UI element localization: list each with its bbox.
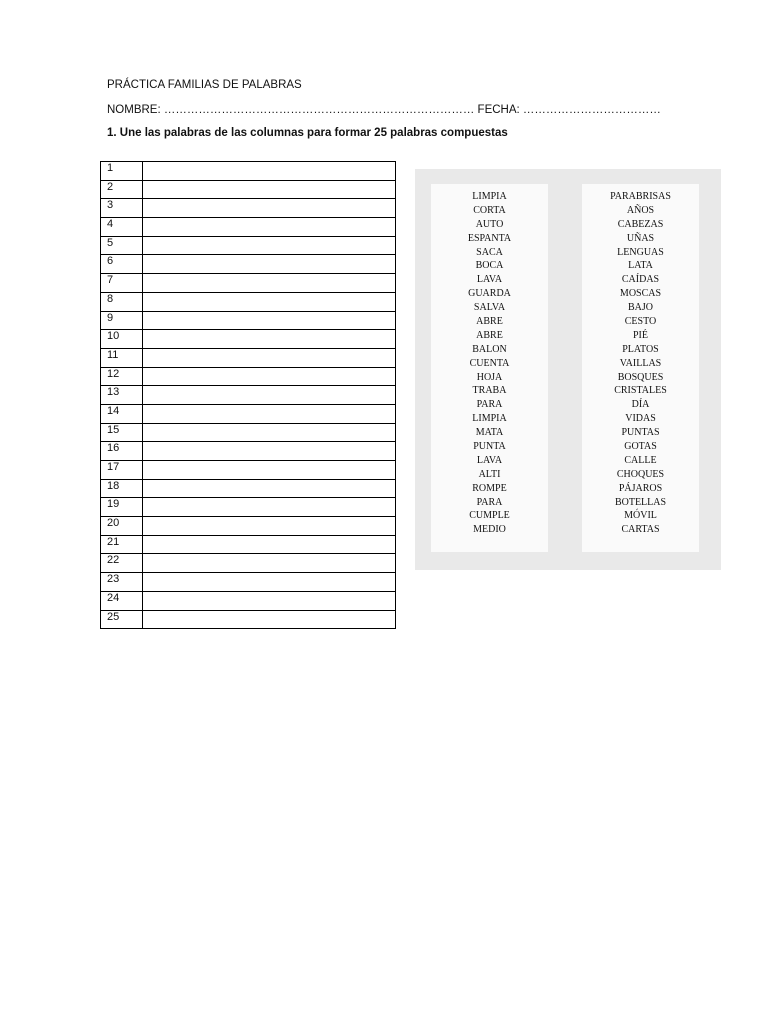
- answer-row: [101, 423, 396, 442]
- word-item: CHOQUES: [616, 468, 665, 480]
- page-title: PRÁCTICA FAMILIAS DE PALABRAS: [107, 79, 302, 91]
- row-number: 4: [101, 218, 143, 237]
- word-item: LAVA: [476, 454, 503, 466]
- word-image-panel: [415, 169, 721, 570]
- answer-row: [101, 479, 396, 498]
- word-item: LATA: [628, 260, 653, 272]
- row-number: 24: [101, 591, 143, 610]
- answer-row: [101, 199, 396, 218]
- answer-row: [101, 386, 396, 405]
- row-number: 20: [101, 517, 143, 536]
- word-item: DÍA: [631, 399, 650, 411]
- word-item: BAJO: [627, 302, 653, 314]
- answer-row: [101, 573, 396, 592]
- word-item: CALLE: [624, 454, 657, 466]
- row-number: 16: [101, 442, 143, 461]
- answer-row: [101, 292, 396, 311]
- word-item: PUNTA: [473, 441, 506, 453]
- answer-blank[interactable]: [143, 311, 396, 330]
- row-number: 14: [101, 404, 143, 423]
- row-number: 21: [101, 535, 143, 554]
- answer-blank[interactable]: [143, 292, 396, 311]
- word-item: PARABRISAS: [610, 191, 671, 202]
- answer-blank[interactable]: [143, 554, 396, 573]
- word-item: BOCA: [475, 260, 504, 272]
- answer-blank[interactable]: [143, 180, 396, 199]
- word-item: HOJA: [476, 371, 503, 383]
- word-item: MEDIO: [473, 524, 506, 536]
- answer-row: [101, 348, 396, 367]
- word-item: UÑAS: [626, 232, 655, 244]
- row-number: 3: [101, 199, 143, 218]
- answer-row: [101, 236, 396, 255]
- word-item: CRISTALES: [614, 385, 667, 397]
- word-item: SALVA: [473, 302, 506, 314]
- word-item: CUENTA: [469, 357, 510, 369]
- answer-row: [101, 311, 396, 330]
- word-item: LIMPIA: [472, 191, 507, 202]
- word-item: ALTI: [478, 468, 501, 480]
- answer-blank[interactable]: [143, 404, 396, 423]
- answer-row: [101, 162, 396, 181]
- left-word-column: [431, 184, 548, 552]
- answer-blank[interactable]: [143, 274, 396, 293]
- word-item: VIDAS: [625, 413, 656, 425]
- answer-blank[interactable]: [143, 517, 396, 536]
- word-item: AÑOS: [626, 204, 655, 216]
- row-number: 11: [101, 348, 143, 367]
- answer-blank[interactable]: [143, 591, 396, 610]
- answer-row: [101, 610, 396, 629]
- answer-row: [101, 180, 396, 199]
- answer-blank[interactable]: [143, 255, 396, 274]
- answer-row: [101, 554, 396, 573]
- name-date-line: NOMBRE: ……………………………………………………………………… FECHA: ………………………………: [107, 104, 661, 116]
- row-number: 1: [101, 162, 143, 181]
- answer-blank[interactable]: [143, 236, 396, 255]
- word-item: PARA: [476, 399, 503, 411]
- row-number: 12: [101, 367, 143, 386]
- word-item: SACA: [476, 246, 503, 258]
- row-number: 19: [101, 498, 143, 517]
- word-item: PARA: [476, 496, 503, 508]
- answer-blank[interactable]: [143, 199, 396, 218]
- word-item: AUTO: [475, 218, 504, 230]
- answer-blank[interactable]: [143, 367, 396, 386]
- word-item: MATA: [475, 427, 504, 439]
- word-item: PIÉ: [633, 329, 648, 341]
- word-item: ABRE: [476, 329, 503, 341]
- word-item: LAVA: [476, 274, 503, 286]
- answer-row: [101, 274, 396, 293]
- answer-blank[interactable]: [143, 162, 396, 181]
- row-number: 17: [101, 461, 143, 480]
- row-number: 5: [101, 236, 143, 255]
- answer-row: [101, 442, 396, 461]
- answer-row: [101, 498, 396, 517]
- word-item: CAÍDAS: [621, 274, 660, 286]
- word-item: ROMPE: [472, 482, 507, 494]
- word-item: GOTAS: [624, 441, 657, 453]
- word-item: CORTA: [473, 204, 506, 216]
- word-item: PLATOS: [622, 343, 659, 355]
- answer-table: [100, 161, 396, 629]
- answer-row: [101, 535, 396, 554]
- row-number: 18: [101, 479, 143, 498]
- word-item: LENGUAS: [617, 246, 664, 258]
- word-item: ABRE: [476, 316, 503, 328]
- word-item: BOSQUES: [617, 371, 664, 383]
- answer-blank[interactable]: [143, 330, 396, 349]
- word-item: ESPANTA: [467, 232, 512, 244]
- instruction: 1. Une las palabras de las columnas para formar 25 palabras compuestas: [107, 127, 508, 139]
- row-number: 22: [101, 554, 143, 573]
- row-number: 10: [101, 330, 143, 349]
- answer-row: [101, 255, 396, 274]
- answer-blank[interactable]: [143, 610, 396, 629]
- answer-row: [101, 461, 396, 480]
- right-word-column: [582, 184, 699, 552]
- word-item: GUARDA: [468, 288, 511, 300]
- word-item: VAILLAS: [619, 357, 662, 369]
- row-number: 13: [101, 386, 143, 405]
- answer-row: [101, 330, 396, 349]
- answer-blank[interactable]: [143, 498, 396, 517]
- row-number: 15: [101, 423, 143, 442]
- answer-blank[interactable]: [143, 535, 396, 554]
- answer-blank[interactable]: [143, 461, 396, 480]
- answer-blank[interactable]: [143, 479, 396, 498]
- answer-row: [101, 367, 396, 386]
- word-item: PÁJAROS: [618, 482, 663, 494]
- word-item: TRABA: [472, 385, 507, 397]
- row-number: 2: [101, 180, 143, 199]
- word-item: MÓVIL: [624, 510, 657, 522]
- answer-row: [101, 404, 396, 423]
- answer-blank[interactable]: [143, 348, 396, 367]
- word-item: CARTAS: [621, 524, 660, 536]
- answer-row: [101, 218, 396, 237]
- word-item: CESTO: [624, 316, 657, 328]
- row-number: 9: [101, 311, 143, 330]
- word-item: LIMPIA: [472, 413, 507, 425]
- word-item: CABEZAS: [617, 218, 664, 230]
- row-number: 7: [101, 274, 143, 293]
- answer-blank[interactable]: [143, 386, 396, 405]
- word-item: BOTELLAS: [614, 496, 667, 508]
- row-number: 23: [101, 573, 143, 592]
- row-number: 6: [101, 255, 143, 274]
- row-number: 8: [101, 292, 143, 311]
- answer-blank[interactable]: [143, 423, 396, 442]
- row-number: 25: [101, 610, 143, 629]
- word-item: PUNTAS: [621, 427, 660, 439]
- answer-blank[interactable]: [143, 442, 396, 461]
- answer-blank[interactable]: [143, 573, 396, 592]
- answer-row: [101, 517, 396, 536]
- word-item: BALON: [472, 343, 507, 355]
- word-item: MOSCAS: [619, 288, 662, 300]
- answer-row: [101, 591, 396, 610]
- answer-blank[interactable]: [143, 218, 396, 237]
- word-item: CUMPLE: [469, 510, 510, 522]
